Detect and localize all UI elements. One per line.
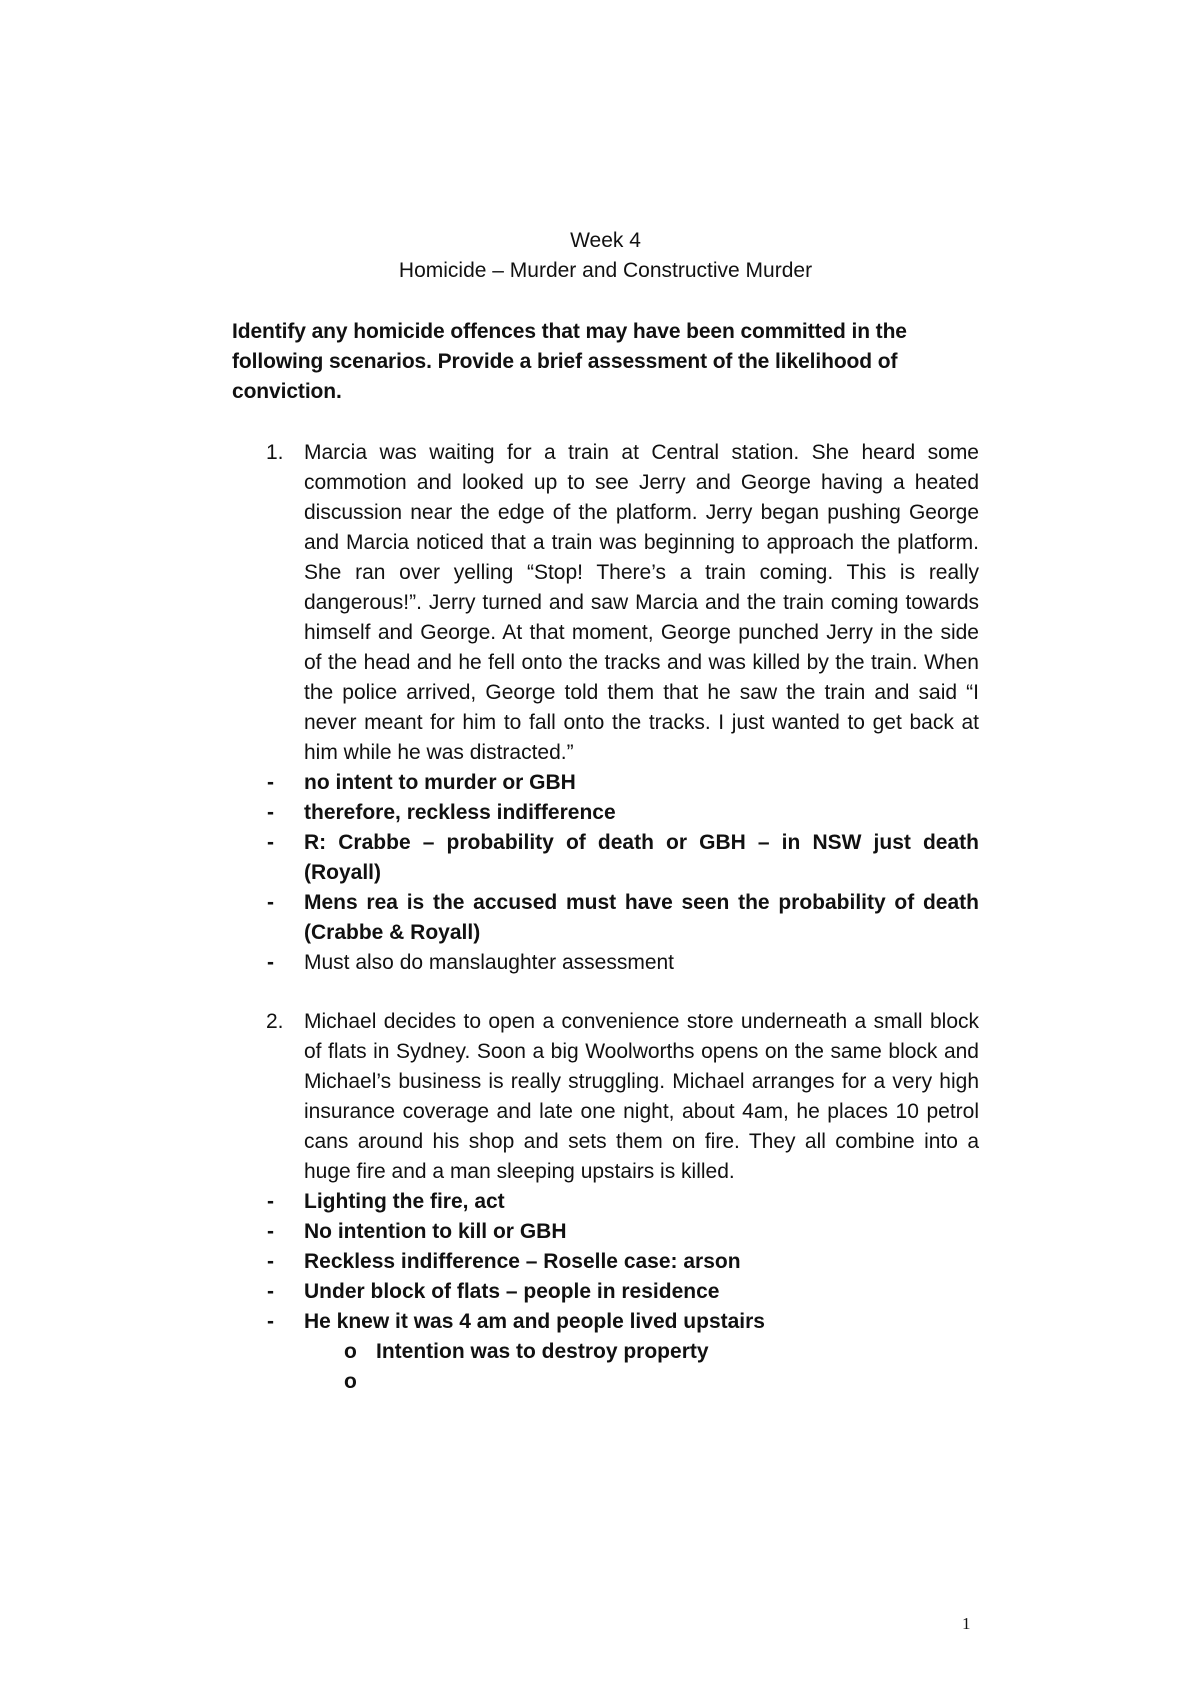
question-1-notes [232, 768, 979, 978]
dash-marker: - [267, 831, 274, 854]
dash-marker: - [267, 891, 274, 914]
dash-marker: - [267, 1250, 274, 1273]
circle-bullet-marker: o [344, 1340, 357, 1363]
note-text: therefore, reckless indifference [304, 801, 616, 824]
document-title: Homicide – Murder and Constructive Murder [398, 259, 813, 282]
question-1-text: Marcia was waiting for a train at Central station. She heard some commotion and looked up to see Jerry and George having a heated discussion near the edge of the platform. Jerry began pushing George and Marcia noticed that a train was beginning to approach the platform. She ran over yelling “Stop! There’s a train coming. This is really dangerous!”. Jerry turned and saw Marcia and the train coming towards himself and George. At that moment, George punched Jerry in the side of the head and he fell onto the tracks and was killed by the train. When the police arrived, George told them that he saw the train and said “I never meant for him to fall onto the tracks. I just wanted to get back at him while he was distracted.” [304, 441, 979, 764]
note-text: Reckless indifference – Roselle case: arson [304, 1250, 741, 1273]
list-item [232, 888, 979, 948]
list-item [232, 828, 979, 888]
list-item [232, 1187, 979, 1217]
page-number: 1 [962, 1614, 971, 1633]
question-2-text-block [232, 1007, 979, 1187]
list-item [232, 798, 979, 828]
list-item [232, 1307, 979, 1337]
sub-note-text: Intention was to destroy property [376, 1340, 709, 1363]
circle-bullet-marker: o [344, 1370, 357, 1393]
question-2-notes [232, 1187, 979, 1337]
note-text: Under block of flats – people in residence [304, 1280, 720, 1303]
note-text: He knew it was 4 am and people lived upstairs [304, 1310, 765, 1333]
note-text: No intention to kill or GBH [304, 1220, 567, 1243]
dash-marker: - [267, 1310, 274, 1333]
dash-marker: - [267, 1190, 274, 1213]
dash-marker: - [267, 801, 274, 824]
instructions-paragraph: Identify any homicide offences that may have been committed in the following scenarios. Provide a brief assessment of the likelihood of conviction. [232, 320, 907, 403]
document-body [232, 226, 979, 1397]
dash-marker: - [267, 951, 274, 974]
question-2 [232, 1007, 979, 1397]
note-text: no intent to murder or GBH [304, 771, 576, 794]
list-item [232, 1277, 979, 1307]
sub-list-item-empty [232, 1367, 979, 1397]
list-item [232, 1217, 979, 1247]
sub-list-item [232, 1337, 979, 1367]
note-text: Lighting the fire, act [304, 1190, 505, 1213]
note-text: Must also do manslaughter assessment [304, 951, 675, 974]
question-2-number: 2. [266, 1010, 284, 1033]
question-1-number: 1. [266, 441, 284, 464]
question-2-text: Michael decides to open a convenience store underneath a small block of flats in Sydney. Soon a big Woolworths opens on the same block and Michael’s business is really struggling. Michael arranges for a very high insurance coverage and late one night, about 4am, he places 10 petrol cans around his shop and sets them on fire. They all combine into a huge fire and a man sleeping upstairs is killed. [304, 1010, 979, 1183]
question-1 [232, 438, 979, 978]
list-item [232, 948, 979, 978]
week-heading: Week 4 [570, 229, 641, 252]
note-text: R: Crabbe – probability of death or GBH – in NSW just death (Royall) [304, 831, 979, 884]
question-1-text-block [232, 438, 979, 768]
list-item [232, 1247, 979, 1277]
dash-marker: - [267, 771, 274, 794]
note-text: Mens rea is the accused must have seen the probability of death (Crabbe & Royall) [304, 891, 979, 944]
dash-marker: - [267, 1280, 274, 1303]
list-item [232, 768, 979, 798]
dash-marker: - [267, 1220, 274, 1243]
